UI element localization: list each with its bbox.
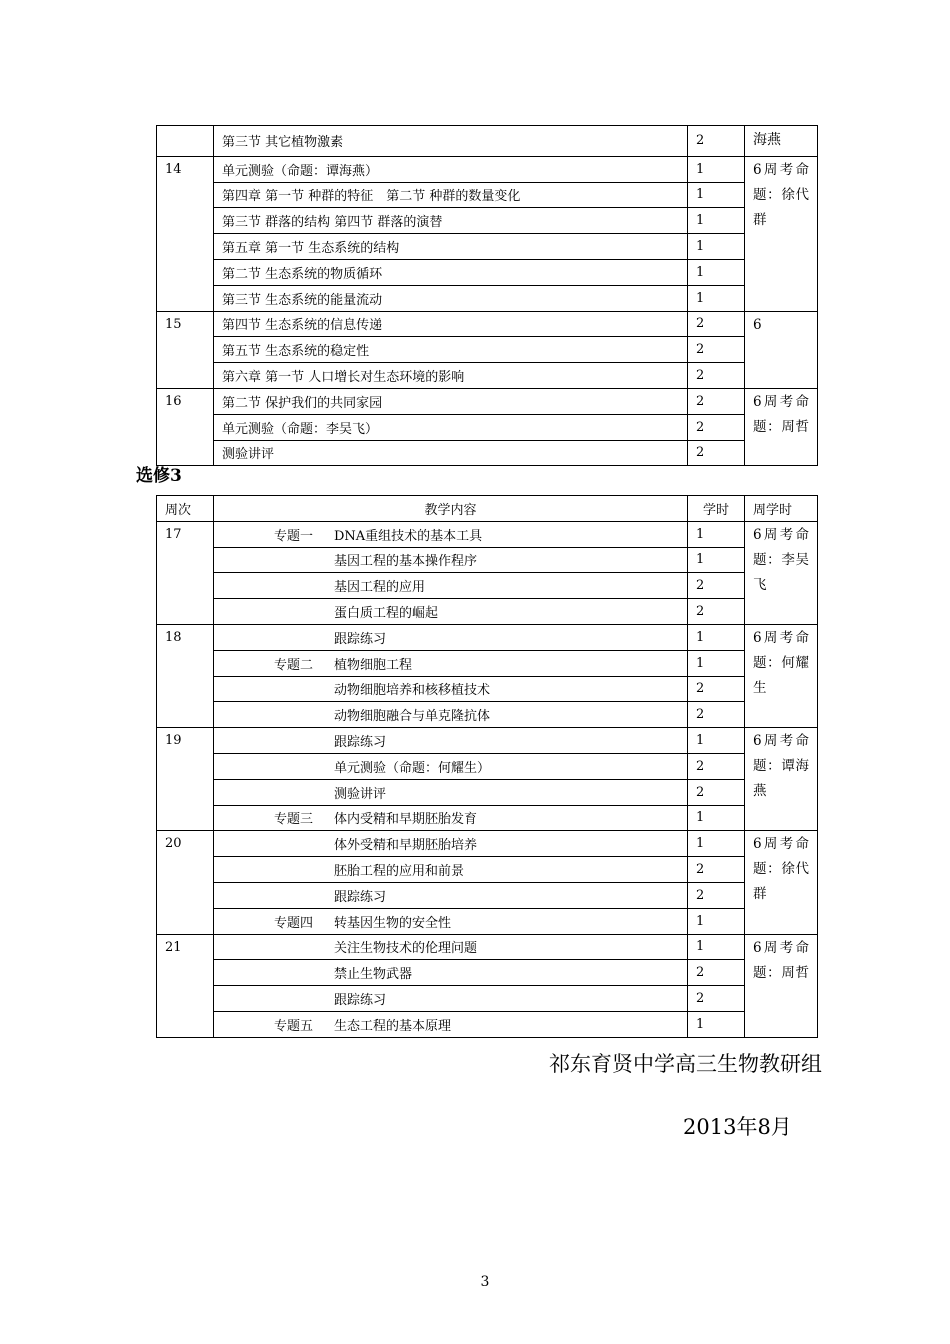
hours-cell: 2 <box>688 960 745 986</box>
note-cell: 6周考命题：何耀生 <box>745 624 818 727</box>
content-cell: 第三节 群落的结构 第四节 群落的演替 <box>214 208 688 234</box>
content-cell <box>214 599 688 625</box>
table-row <box>157 521 818 547</box>
topic-label: 专题三 <box>274 812 314 828</box>
content-text: 跟踪练习 <box>334 993 387 1009</box>
schedule-table-elective3 <box>156 495 818 1038</box>
table-row <box>157 156 818 182</box>
content-cell <box>214 986 688 1012</box>
note-cell: 6周考命题：徐代群 <box>745 156 818 311</box>
hours-cell: 2 <box>688 857 745 883</box>
table-row <box>157 182 818 208</box>
content-cell: 第五节 生态系统的稳定性 <box>214 337 688 363</box>
content-cell <box>214 547 688 573</box>
content-cell <box>214 676 688 702</box>
table-row <box>157 882 818 908</box>
hours-cell: 1 <box>688 624 745 650</box>
content-text: 动物细胞培养和核移植技术 <box>334 683 491 699</box>
content-cell: 第四章 第一节 种群的特征 第二节 种群的数量变化 <box>214 182 688 208</box>
table-row <box>157 702 818 728</box>
page-number: 3 <box>480 1274 490 1290</box>
table-row <box>157 934 818 960</box>
table-row <box>157 831 818 857</box>
week-cell: 19 <box>157 728 214 831</box>
content-cell <box>214 624 688 650</box>
hours-cell: 1 <box>688 934 745 960</box>
header-hours: 学时 <box>688 496 745 522</box>
table-row <box>157 414 818 440</box>
content-cell <box>214 573 688 599</box>
content-cell: 单元测验（命题：李吴飞） <box>214 414 688 440</box>
hours-cell: 1 <box>688 728 745 754</box>
hours-cell: 2 <box>688 388 745 414</box>
note-cell: 海燕 <box>745 126 818 157</box>
table-row <box>157 676 818 702</box>
table-row <box>157 126 818 157</box>
content-cell <box>214 831 688 857</box>
content-text: 跟踪练习 <box>334 631 387 647</box>
content-cell <box>214 908 688 934</box>
content-cell <box>214 882 688 908</box>
hours-cell: 2 <box>688 311 745 337</box>
hours-cell: 2 <box>688 779 745 805</box>
table-row <box>157 547 818 573</box>
organization-signature: 祁东育贤中学高三生物教研组 <box>549 1052 822 1076</box>
topic-label: 专题五 <box>274 1018 314 1034</box>
content-cell <box>214 1011 688 1037</box>
content-cell: 第四节 生态系统的信息传递 <box>214 311 688 337</box>
header-week: 周次 <box>157 496 214 522</box>
table-row <box>157 753 818 779</box>
hours-cell: 2 <box>688 126 745 157</box>
content-cell: 第二节 生态系统的物质循环 <box>214 259 688 285</box>
hours-cell: 1 <box>688 1011 745 1037</box>
hours-cell: 1 <box>688 285 745 311</box>
content-text: 生态工程的基本原理 <box>334 1018 452 1034</box>
week-cell: 21 <box>157 934 214 1037</box>
table-header-row <box>157 496 818 522</box>
content-text: 体外受精和早期胚胎培养 <box>334 838 478 854</box>
content-text: 蛋白质工程的崛起 <box>334 606 439 622</box>
content-cell <box>214 753 688 779</box>
hours-cell: 1 <box>688 805 745 831</box>
week-cell: 16 <box>157 388 214 465</box>
note-cell: 6周考命题：周哲 <box>745 388 818 465</box>
note-cell: 6周考命题：周哲 <box>745 934 818 1037</box>
table-row <box>157 285 818 311</box>
content-text: 单元测验（命题：何耀生） <box>334 760 491 776</box>
table-row <box>157 234 818 260</box>
content-cell: 第二节 保护我们的共同家园 <box>214 388 688 414</box>
content-text: 动物细胞融合与单克隆抗体 <box>334 709 491 725</box>
week-cell: 20 <box>157 831 214 934</box>
hours-cell: 1 <box>688 182 745 208</box>
hours-cell: 1 <box>688 908 745 934</box>
hours-cell: 1 <box>688 547 745 573</box>
table-row <box>157 857 818 883</box>
week-cell <box>157 126 214 157</box>
table-row <box>157 728 818 754</box>
week-cell: 17 <box>157 521 214 624</box>
table-row <box>157 624 818 650</box>
table-row <box>157 1011 818 1037</box>
week-cell: 14 <box>157 156 214 311</box>
section-heading: 选修3 <box>136 466 182 486</box>
hours-cell: 1 <box>688 259 745 285</box>
hours-cell: 2 <box>688 882 745 908</box>
content-text: 跟踪练习 <box>334 735 387 751</box>
table-row <box>157 259 818 285</box>
content-cell <box>214 779 688 805</box>
table-row <box>157 388 818 414</box>
header-note: 周学时 <box>745 496 818 522</box>
hours-cell: 1 <box>688 234 745 260</box>
table-row <box>157 650 818 676</box>
header-content: 教学内容 <box>214 496 688 522</box>
hours-cell: 2 <box>688 573 745 599</box>
content-text: 植物细胞工程 <box>334 657 413 673</box>
content-text: 体内受精和早期胚胎发育 <box>334 812 478 828</box>
note-cell: 6周考命题：李吴飞 <box>745 521 818 624</box>
hours-cell: 2 <box>688 676 745 702</box>
hours-cell: 2 <box>688 440 745 466</box>
content-text: 关注生物技术的伦理问题 <box>334 941 478 957</box>
table-row <box>157 208 818 234</box>
content-cell <box>214 702 688 728</box>
table-row <box>157 805 818 831</box>
content-cell <box>214 650 688 676</box>
content-cell: 第六章 第一节 人口增长对生态环境的影响 <box>214 363 688 389</box>
content-cell: 测验讲评 <box>214 440 688 466</box>
content-text: 基因工程的基本操作程序 <box>334 554 478 570</box>
table-row <box>157 573 818 599</box>
content-text: 测验讲评 <box>334 786 387 802</box>
table-row <box>157 960 818 986</box>
note-cell: 6周考命题：谭海燕 <box>745 728 818 831</box>
content-cell <box>214 960 688 986</box>
hours-cell: 2 <box>688 702 745 728</box>
topic-label: 专题四 <box>274 915 314 931</box>
note-cell: 6周考命题：徐代群 <box>745 831 818 934</box>
topic-label: 专题二 <box>274 657 314 673</box>
hours-cell: 2 <box>688 414 745 440</box>
hours-cell: 2 <box>688 363 745 389</box>
content-cell <box>214 805 688 831</box>
content-cell: 第三节 其它植物激素 <box>214 126 688 157</box>
note-cell: 6 <box>745 311 818 388</box>
content-text: 跟踪练习 <box>334 889 387 905</box>
hours-cell: 2 <box>688 986 745 1012</box>
content-cell: 第五章 第一节 生态系统的结构 <box>214 234 688 260</box>
hours-cell: 1 <box>688 156 745 182</box>
content-text: DNA重组技术的基本工具 <box>334 528 483 544</box>
table-row <box>157 779 818 805</box>
content-text: 胚胎工程的应用和前景 <box>334 864 465 880</box>
table-row <box>157 599 818 625</box>
week-cell: 18 <box>157 624 214 727</box>
content-text: 禁止生物武器 <box>334 967 413 983</box>
table-row <box>157 440 818 466</box>
content-cell <box>214 521 688 547</box>
document-date: 2013年8月 <box>683 1115 792 1139</box>
hours-cell: 2 <box>688 753 745 779</box>
week-cell: 15 <box>157 311 214 388</box>
hours-cell: 1 <box>688 650 745 676</box>
topic-label: 专题一 <box>274 528 314 544</box>
content-cell: 第三节 生态系统的能量流动 <box>214 285 688 311</box>
table-row <box>157 363 818 389</box>
table-row <box>157 986 818 1012</box>
content-cell: 单元测验（命题：谭海燕） <box>214 156 688 182</box>
content-cell <box>214 857 688 883</box>
schedule-table-part1 <box>156 125 818 466</box>
hours-cell: 2 <box>688 337 745 363</box>
content-text: 基因工程的应用 <box>334 580 426 596</box>
table-row <box>157 337 818 363</box>
hours-cell: 2 <box>688 599 745 625</box>
content-cell <box>214 934 688 960</box>
hours-cell: 1 <box>688 521 745 547</box>
content-text: 转基因生物的安全性 <box>334 915 452 931</box>
hours-cell: 1 <box>688 831 745 857</box>
table-row <box>157 908 818 934</box>
content-cell <box>214 728 688 754</box>
table-row <box>157 311 818 337</box>
hours-cell: 1 <box>688 208 745 234</box>
